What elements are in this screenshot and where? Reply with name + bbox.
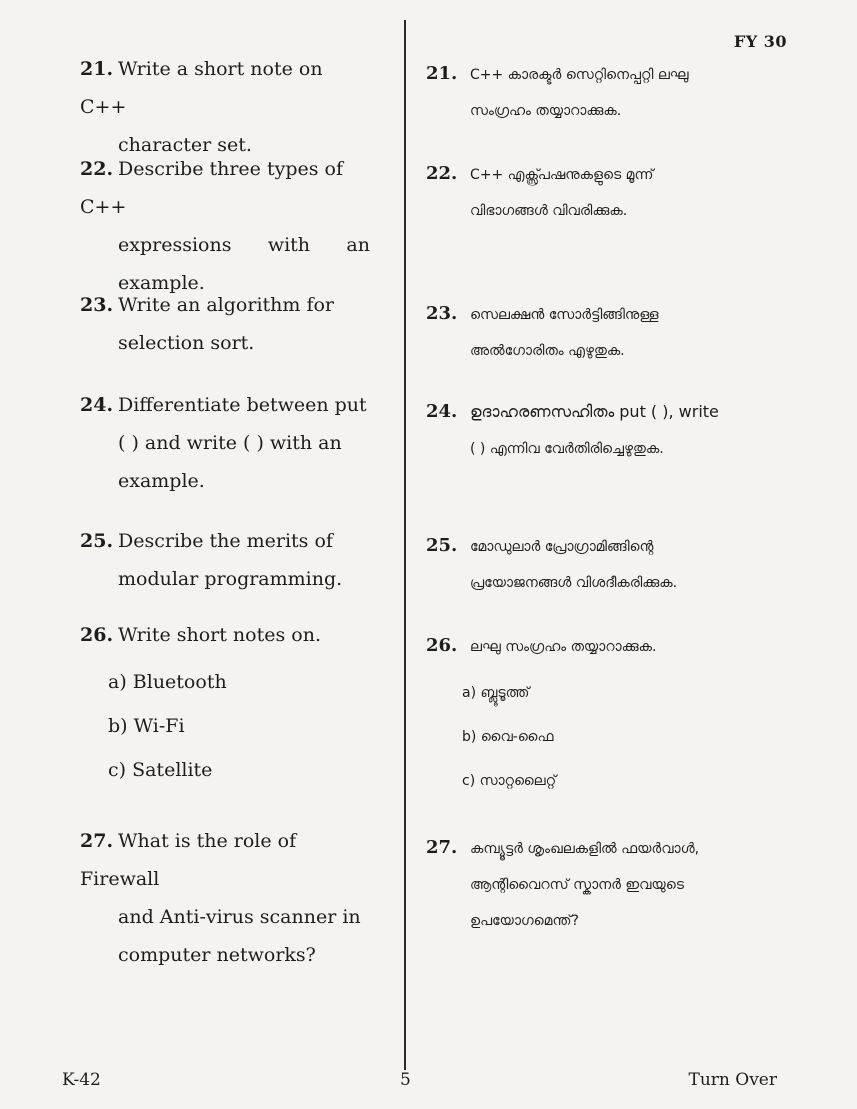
question-text: ഉപയോഗമെന്ത്? (470, 913, 579, 929)
question-text: കമ്പ്യൂട്ടർ ശൃംഖലകളിൽ ഫയർവാൾ, (470, 841, 700, 857)
question-text: മോഡുലാർ പ്രോഗ്രാമിങ്ങിന്റെ (470, 539, 654, 555)
question-number: 21. (80, 58, 114, 80)
question-21-ml (426, 56, 746, 129)
question-number: 23. (426, 303, 458, 324)
question-26-ml (426, 628, 746, 803)
question-21-en (80, 50, 370, 164)
question-24-en (80, 386, 370, 500)
question-26-en (80, 616, 370, 792)
question-text: സംഗ്രഹം തയ്യാറാക്കുക. (470, 103, 622, 119)
question-text: example. (118, 272, 205, 294)
question-number: 25. (80, 530, 114, 552)
sub-item-wifi: b) വൈ-ഫൈ (462, 729, 554, 745)
question-text: ആന്റിവൈറസ് സ്കാനർ ഇവയുടെ (470, 877, 684, 893)
question-text: Differentiate between put (118, 394, 367, 416)
question-text: computer networks? (118, 944, 316, 966)
question-22-en (80, 150, 370, 302)
question-23-en (80, 286, 370, 362)
question-25-ml (426, 528, 746, 601)
question-text: Write a short note on C++ (80, 58, 323, 118)
question-text: ( ) എന്നിവ വേർതിരിച്ചെഴുതുക. (470, 441, 664, 457)
question-24-ml (426, 394, 746, 467)
question-text: ( ) and write ( ) with an (118, 432, 342, 454)
question-number: 25. (426, 535, 458, 556)
question-25-en (80, 522, 370, 598)
footer-code: K-42 (62, 1070, 101, 1090)
page-number: 5 (400, 1070, 411, 1090)
sub-item-wifi: b) Wi-Fi (108, 715, 185, 737)
question-text: ഉദാഹരണസഹിതം put ( ), write (470, 402, 719, 421)
sub-item-bluetooth: a) ബ്ലൂടൂത്ത് (462, 685, 530, 701)
question-text: expressions with an (118, 234, 370, 256)
question-22-ml (426, 156, 746, 229)
question-number: 23. (80, 294, 114, 316)
question-text: Write an algorithm for (118, 294, 335, 316)
question-number: 21. (426, 63, 458, 84)
question-number: 27. (426, 837, 458, 858)
sub-item-satellite: c) Satellite (108, 759, 213, 781)
question-text: Describe the merits of (118, 530, 333, 552)
column-divider (404, 20, 406, 1070)
question-text: C++ കാരക്ടർ സെറ്റിനെപ്പറ്റി ലഘു (470, 67, 689, 83)
question-27-en (80, 822, 370, 974)
question-number: 26. (80, 624, 114, 646)
question-text: Describe three types of C++ (80, 158, 343, 218)
question-number: 24. (80, 394, 114, 416)
question-text: character set. (118, 134, 252, 156)
sub-item-bluetooth: a) Bluetooth (108, 671, 227, 693)
question-number: 22. (80, 158, 114, 180)
question-27-ml (426, 830, 746, 939)
question-number: 26. (426, 635, 458, 656)
question-number: 27. (80, 830, 114, 852)
question-text: modular programming. (118, 568, 343, 590)
question-number: 22. (426, 163, 458, 184)
question-text: selection sort. (118, 332, 255, 354)
question-text: and Anti-virus scanner in (118, 906, 361, 928)
question-text: example. (118, 470, 205, 492)
question-number: 24. (426, 401, 458, 422)
paper-code: FY 30 (733, 32, 787, 51)
question-text: അൽഗോരിതം എഴുതുക. (470, 343, 625, 359)
question-text: ലഘു സംഗ്രഹം തയ്യാറാക്കുക. (470, 639, 657, 655)
question-text: സെലക്ഷൻ സോർട്ടിങ്ങിനുള്ള (470, 307, 659, 323)
question-text: What is the role of Firewall (80, 830, 297, 890)
turn-over-label: Turn Over (688, 1070, 777, 1090)
question-text: വിഭാഗങ്ങൾ വിവരിക്കുക. (470, 203, 628, 219)
question-23-ml (426, 296, 746, 369)
question-text: പ്രയോജനങ്ങൾ വിശദീകരിക്കുക. (470, 575, 678, 591)
sub-item-satellite: c) സാറ്റലൈറ്റ് (462, 773, 557, 789)
question-text: Write short notes on. (118, 624, 321, 646)
question-text: C++ എക്സ്പ്രഷനുകളുടെ മൂന്ന് (470, 167, 654, 183)
